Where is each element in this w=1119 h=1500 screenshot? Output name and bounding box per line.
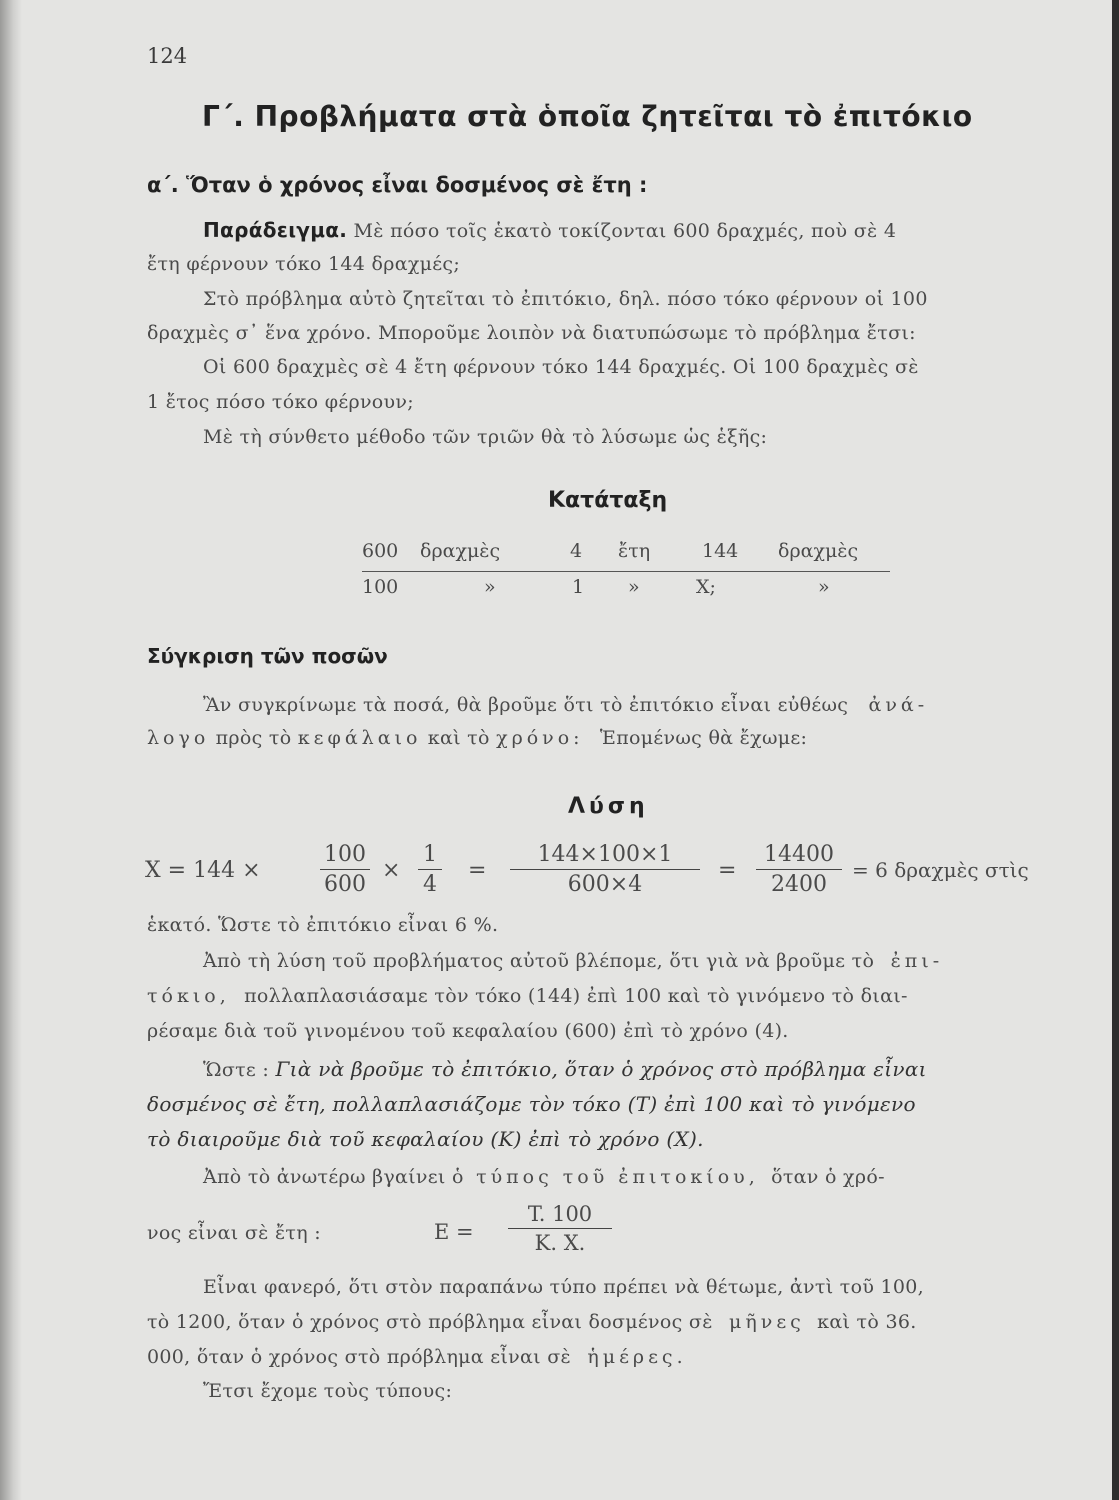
closing-line-3-b: ἡμέρες.: [587, 1346, 687, 1368]
section-title: Γ΄. Προβλήματα στὰ ὁποῖα ζητεῖται τὸ ἐπιτόκιο: [202, 100, 973, 133]
arr-r2-c2: »: [484, 576, 496, 598]
explanation-line-1-b: ἐπι-: [890, 950, 944, 972]
arr-r1-c4: ἔτη: [618, 540, 651, 562]
formula-line-1-c: ὅταν ὁ χρό-: [771, 1166, 885, 1188]
eq-frac-3: [510, 842, 700, 897]
example-line-1-text: Μὲ πόσο τοῖς ἑκατὸ τοκίζονται 600 δραχμές, ποὺ σὲ 4: [353, 220, 897, 242]
example-lead: Παράδειγμα.: [203, 218, 348, 242]
rule-line-2: δοσμένος σὲ ἔτη, πολλαπλασιάζομε τὸν τόκο (T) ἐπὶ 100 καὶ τὸ γινόμενο: [147, 1092, 916, 1116]
arr-r2-c1: 100: [362, 576, 399, 598]
comparison-line-2-e: χρόνο:: [496, 727, 584, 749]
eq-frac-3-bar: [510, 869, 700, 870]
arr-r1-c5: 144: [702, 540, 739, 562]
explanation-line-3: ρέσαμε διὰ τοῦ γινομένου τοῦ κεφαλαίου (600) ἐπὶ τὸ χρόνο (4).: [147, 1020, 789, 1042]
eq-equals-2: =: [718, 858, 737, 883]
comparison-line-2-a: λογο: [147, 727, 210, 749]
comparison-line-1: [203, 694, 928, 716]
comparison-line-2: [147, 727, 807, 749]
eq-frac-3-den: 600×4: [567, 872, 643, 897]
arrangement-rule: [362, 571, 890, 572]
arr-r1-c3: 4: [570, 540, 583, 562]
formula-den: K. X.: [534, 1231, 586, 1255]
solution-title: Λύση: [568, 794, 649, 819]
arr-r2-c6: »: [818, 576, 830, 598]
eq-frac-4: [756, 842, 842, 897]
comparison-title: Σύγκριση τῶν ποσῶν: [147, 644, 388, 668]
explanation-line-2-b: πολλαπλασιάσαμε τὸν τόκο (144) ἐπὶ 100 καὶ τὸ γινόμενο τὸ διαι-: [244, 985, 908, 1007]
example-line-3: Στὸ πρόβλημα αὐτὸ ζητεῖται τὸ ἐπιτόκιο, δηλ. πόσο τόκο φέρνουν οἱ 100: [203, 288, 928, 310]
comparison-line-2-d: καὶ τὸ: [427, 727, 490, 749]
explanation-line-1-a: Ἀπὸ τὴ λύση τοῦ προβλήματος αὐτοῦ βλέπομε, ὅτι γιὰ νὰ βροῦμε τὸ: [203, 950, 875, 972]
rule-lead: Ὥστε :: [203, 1059, 270, 1081]
formula-line-2: νος εἶναι σὲ ἔτη :: [147, 1222, 321, 1244]
arr-r2-c3: 1: [572, 576, 585, 598]
arr-r1-c6: δραχμὲς: [778, 540, 859, 562]
example-line-7: Μὲ τὴ σύνθετο μέθοδο τῶν τριῶν θὰ τὸ λύσωμε ὡς ἑξῆς:: [203, 426, 768, 448]
eq-frac-4-den: 2400: [771, 872, 827, 897]
arr-r1-c1: 600: [362, 540, 399, 562]
formula-lhs: E =: [434, 1220, 474, 1244]
eq-frac-1-den: 600: [324, 872, 366, 897]
solution-line-after: ἑκατό. Ὥστε τὸ ἐπιτόκιο εἶναι 6 %.: [147, 914, 499, 936]
arrangement-table: [362, 540, 890, 608]
comparison-line-1-b: ἀνά-: [868, 694, 929, 716]
closing-line-4: Ἔτσι ἔχομε τοὺς τύπους:: [203, 1380, 453, 1402]
explanation-line-2-a: τόκιο,: [147, 985, 230, 1007]
explanation-line-2: [147, 985, 908, 1007]
eq-frac-4-num: 14400: [764, 842, 834, 867]
eq-equals-1: =: [468, 858, 487, 883]
page-right-edge: [1112, 0, 1119, 1500]
arr-r2-c5: X;: [696, 576, 716, 598]
eq-frac-1-num: 100: [324, 842, 366, 867]
comparison-line-2-c: κεφάλαιο: [297, 727, 422, 749]
example-line-6: 1 ἔτος πόσο τόκο φέρνουν;: [147, 391, 414, 413]
example-line-1: [203, 218, 896, 242]
page-number: 124: [147, 44, 188, 68]
eq-result: = 6 δραχμὲς στὶς: [852, 858, 1029, 882]
eq-frac-4-bar: [756, 869, 842, 870]
closing-line-1: Εἶναι φανερό, ὅτι στὸν παραπάνω τύπο πρέπει νὰ θέτωμε, ἀντὶ τοῦ 100,: [203, 1276, 925, 1298]
eq-x-lhs: X = 144 ×: [145, 858, 261, 883]
eq-frac-2-num: 1: [423, 842, 437, 867]
example-line-5: Οἱ 600 δραχμὲς σὲ 4 ἔτη φέρνουν τόκο 144 δραχμές. Οἱ 100 δραχμὲς σὲ: [203, 356, 919, 378]
eq-frac-1: [320, 842, 370, 897]
page-binding-shadow: [0, 0, 22, 1500]
subsection-title: α΄. Ὅταν ὁ χρόνος εἶναι δοσμένος σὲ ἔτη :: [147, 173, 648, 197]
eq-frac-2-bar: [418, 869, 442, 870]
closing-line-2-a: τὸ 1200, ὅταν ὁ χρόνος στὸ πρόβλημα εἶναι δοσμένος σὲ: [147, 1311, 713, 1333]
example-line-4: δραχμὲς σ᾽ ἕνα χρόνο. Μποροῦμε λοιπὸν νὰ διατυπώσωμε τὸ πρόβλημα ἔτσι:: [147, 322, 916, 344]
rule-line-1: [203, 1057, 927, 1081]
eq-frac-1-bar: [320, 869, 370, 870]
comparison-line-2-b: πρὸς τὸ: [215, 727, 292, 749]
eq-frac-2-den: 4: [423, 872, 437, 897]
closing-line-3-a: 000, ὅταν ὁ χρόνος στὸ πρόβλημα εἶναι σὲ: [147, 1346, 571, 1368]
formula-fraction: [508, 1202, 612, 1255]
comparison-line-1-a: Ἂν συγκρίνωμε τὰ ποσά, θὰ βροῦμε ὅτι τὸ ἐπιτόκιο εἶναι εὐθέως: [203, 694, 849, 716]
eq-times: ×: [382, 858, 401, 883]
arr-r2-c4: »: [628, 576, 640, 598]
closing-line-3: [147, 1346, 687, 1368]
closing-line-2: [147, 1311, 917, 1333]
formula-bar: [508, 1228, 612, 1229]
closing-line-2-b: μῆνες: [729, 1311, 805, 1333]
arrangement-title: Κατάταξη: [548, 488, 668, 513]
eq-frac-3-num: 144×100×1: [537, 842, 673, 867]
formula-line-1: [203, 1166, 885, 1188]
arr-r1-c2: δραχμὲς: [420, 540, 501, 562]
explanation-line-1: [203, 950, 943, 972]
rule-line-3: τὸ διαιροῦμε διὰ τοῦ κεφαλαίου (K) ἐπὶ τὸ χρόνο (X).: [147, 1127, 704, 1151]
closing-line-2-c: καὶ τὸ 36.: [817, 1311, 917, 1333]
formula-num: T. 100: [527, 1202, 593, 1226]
rule-line-1-text: Γιὰ νὰ βροῦμε τὸ ἐπιτόκιο, ὅταν ὁ χρόνος στὸ πρόβλημα εἶναι: [275, 1057, 927, 1081]
eq-frac-2: [418, 842, 442, 897]
example-line-2: ἔτη φέρνουν τόκο 144 δραχμές;: [147, 253, 461, 275]
formula-line-1-a: Ἀπὸ τὸ ἀνωτέρω βγαίνει ὁ: [203, 1166, 464, 1188]
formula-line-1-b: τύπος τοῦ ἐπιτοκίου,: [476, 1166, 759, 1188]
comparison-line-2-f: Ἑπομένως θὰ ἔχωμε:: [599, 727, 808, 749]
